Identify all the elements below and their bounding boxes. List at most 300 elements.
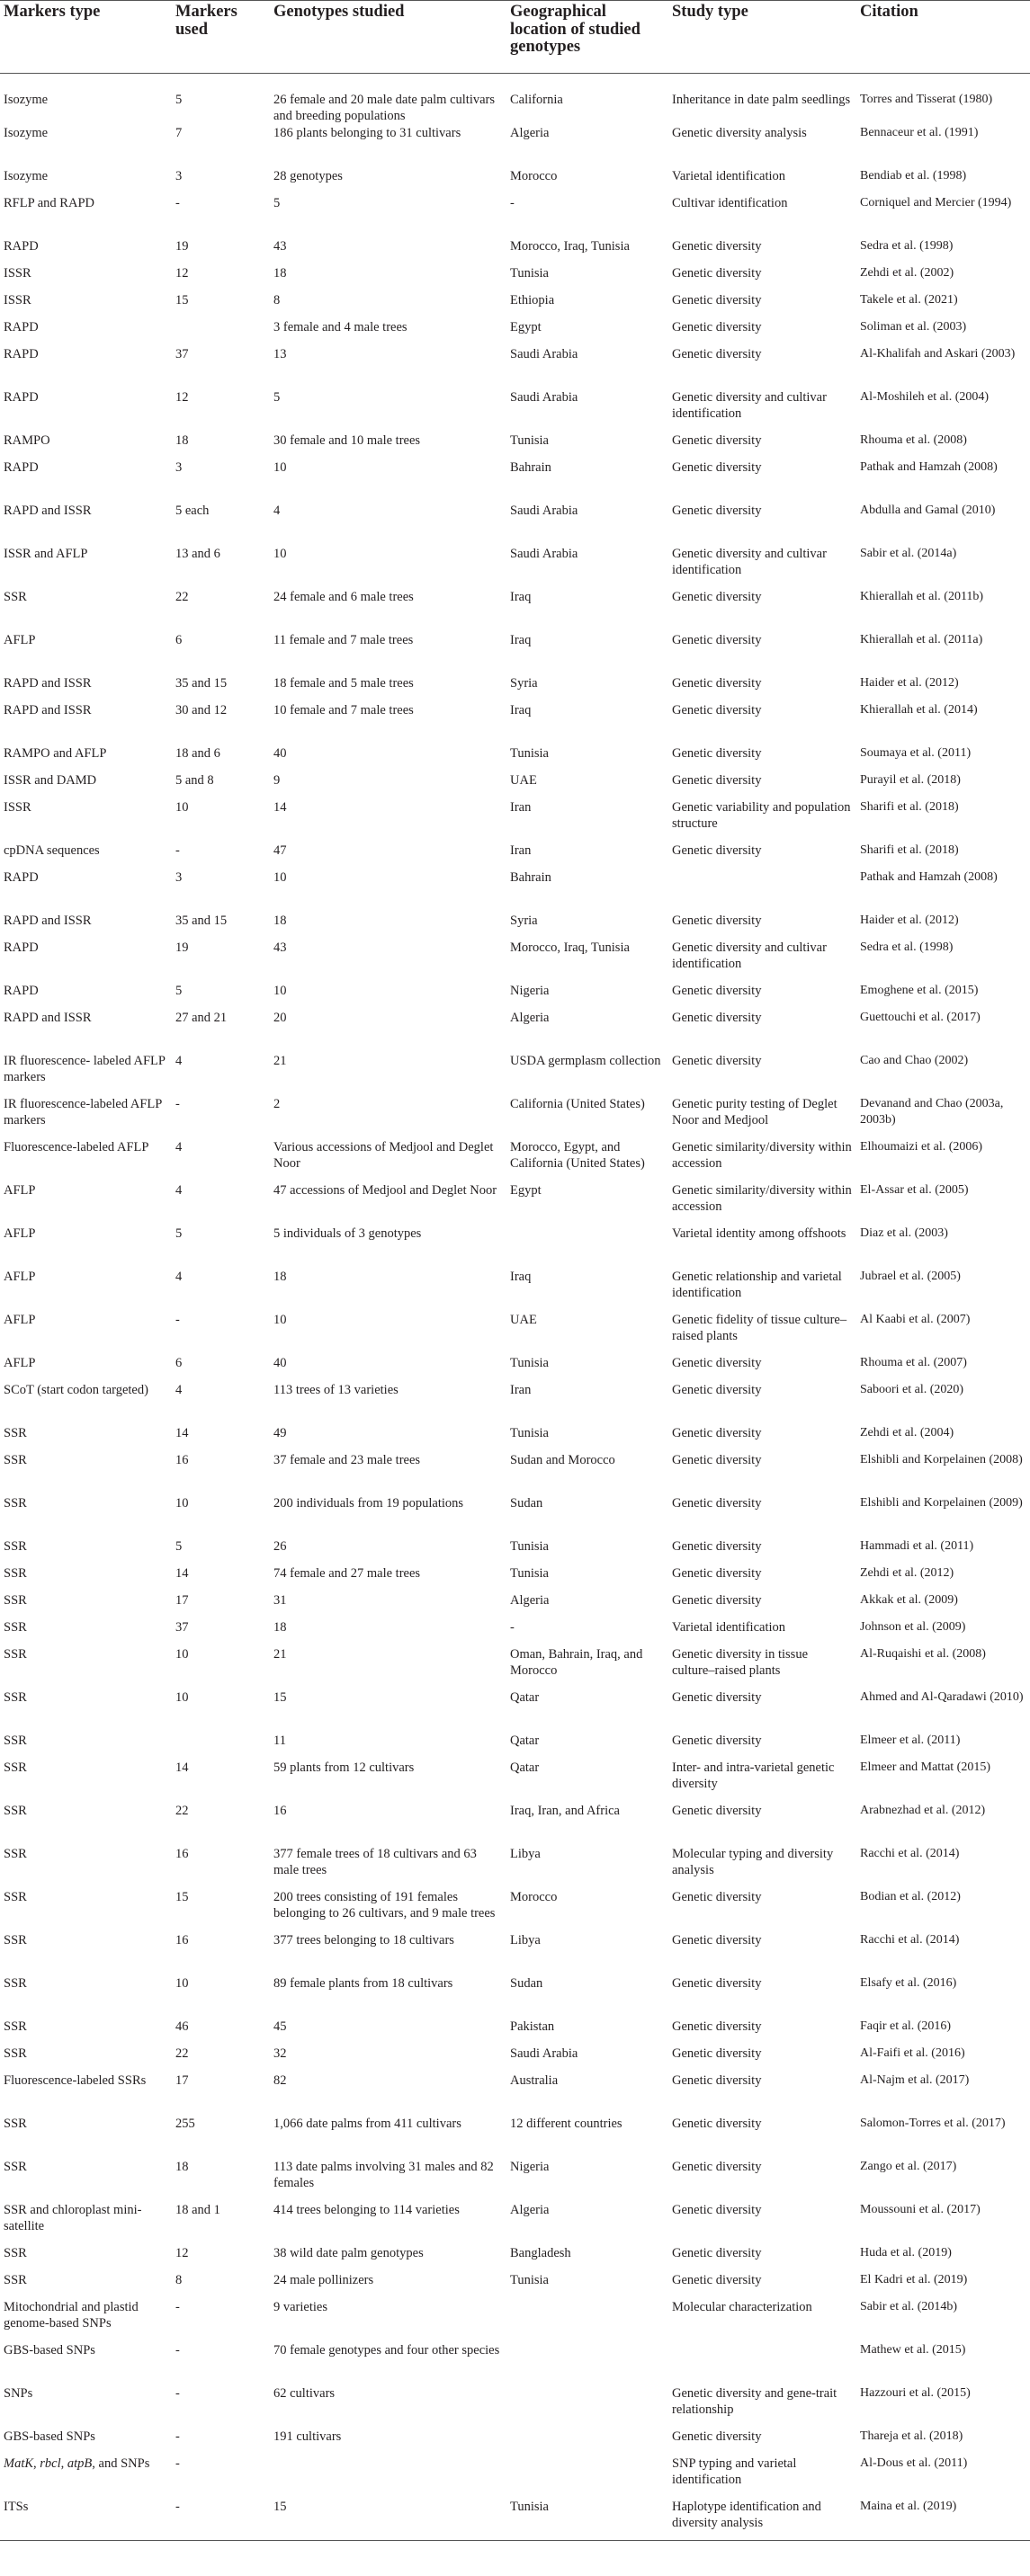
cell-citation: Jubrael et al. (2005) xyxy=(860,1269,961,1283)
cell-markers-used: 5 xyxy=(175,983,183,998)
cell-study-type: Molecular typing and diversity analysis xyxy=(672,1846,834,1877)
cell-genotypes: 59 plants from 12 cultivars xyxy=(273,1760,415,1775)
cell-markers-used: 4 xyxy=(175,1139,183,1154)
cell-genotypes: 47 accessions of Medjool and Deglet Noor xyxy=(273,1182,497,1198)
cell-citation: Sharifi et al. (2018) xyxy=(860,799,959,814)
table-row xyxy=(0,982,1030,1009)
cell-study-type: Genetic diversity xyxy=(672,2272,762,2287)
cell-location xyxy=(506,2298,668,2341)
cell-citation: Elmeer et al. (2011) xyxy=(860,1733,961,1747)
table-row xyxy=(0,388,1030,432)
cell-markers-type: ISSR xyxy=(4,799,31,815)
cell-citation: Rhouma et al. (2007) xyxy=(860,1355,967,1369)
cell-genotypes: 74 female and 27 male trees xyxy=(273,1565,421,1581)
cell-location: Australia xyxy=(510,2072,559,2088)
table-row xyxy=(0,1181,1030,1225)
table-row xyxy=(0,1802,1030,1845)
header-markers-used: Markers used xyxy=(175,3,237,39)
cell-study-type: Genetic diversity xyxy=(672,1932,762,1948)
cell-study-type: Genetic diversity and cultivar identification xyxy=(672,546,827,577)
cell-citation: Ahmed and Al-Qaradawi (2010) xyxy=(860,1689,1024,1704)
cell-study-type: Genetic diversity xyxy=(672,913,762,928)
cell-genotypes: 9 varieties xyxy=(273,2299,327,2314)
cell-citation: Takele et al. (2021) xyxy=(860,292,958,307)
cell-citation: Zehdi et al. (2012) xyxy=(860,1565,954,1580)
cell-markers-used: 10 xyxy=(175,1975,189,1991)
cell-genotypes: 28 genotypes xyxy=(273,168,343,183)
gene-name: rbcl xyxy=(40,2456,61,2471)
header-citation: Citation xyxy=(860,3,918,21)
cell-markers-type: AFLP xyxy=(4,1269,36,1284)
cell-study-type: Genetic diversity xyxy=(672,1053,762,1068)
cell-markers-type: SSR xyxy=(4,1452,27,1467)
cell-study-type: Varietal identification xyxy=(672,168,786,183)
cell-markers-used: 16 xyxy=(175,1452,189,1467)
cell-markers-used: 14 xyxy=(175,1565,189,1581)
cell-study-type: Genetic diversity xyxy=(672,2159,762,2174)
cell-markers-type: RAPD and ISSR xyxy=(4,675,92,691)
table-row xyxy=(0,1564,1030,1591)
table-row xyxy=(0,2455,1030,2498)
table-row xyxy=(0,1689,1030,1732)
cell-study-type: Genetic diversity xyxy=(672,265,762,281)
cell-markers-type: ISSR xyxy=(4,292,31,308)
cell-markers-used: 16 xyxy=(175,1846,189,1861)
cell-markers-used: 10 xyxy=(175,1495,189,1511)
cell-location: Egypt xyxy=(510,319,542,334)
table-row xyxy=(0,264,1030,291)
cell-study-type: Genetic diversity in tissue culture–raised plants xyxy=(672,1646,809,1678)
cell-citation: Al Kaabi et al. (2007) xyxy=(860,1312,971,1326)
cell-markers-type: RAPD and ISSR xyxy=(4,1010,92,1025)
cell-genotypes: 4 xyxy=(273,503,281,518)
header-geographical-location: Geographical location of studied genotypes xyxy=(510,3,640,56)
cell-markers-used xyxy=(172,318,270,345)
cell-location xyxy=(506,2455,668,2498)
cell-markers-type: AFLP xyxy=(4,1226,36,1241)
cell-markers-used: 5 xyxy=(175,1538,183,1554)
table-header-row xyxy=(0,1,1030,74)
cell-markers-used: 22 xyxy=(175,589,189,604)
cell-study-type: Genetic diversity xyxy=(672,1355,762,1370)
cell-location: Libya xyxy=(510,1846,541,1861)
cell-markers-type: SSR xyxy=(4,589,27,604)
cell-citation: Bennaceur et al. (1991) xyxy=(860,125,979,139)
cell-genotypes: 377 female trees of 18 cultivars and 63 male trees xyxy=(273,1846,477,1877)
cell-markers-type: GBS-based SNPs xyxy=(4,2342,95,2358)
cell-location: Pakistan xyxy=(510,2019,555,2034)
cell-genotypes: 200 individuals from 19 populations xyxy=(273,1495,464,1511)
cell-genotypes: 15 xyxy=(273,2499,287,2514)
cell-citation: Emoghene et al. (2015) xyxy=(860,983,979,997)
cell-markers-type xyxy=(0,2455,172,2498)
cell-citation: Elshibli and Korpelainen (2008) xyxy=(860,1452,1023,1466)
cell-genotypes: 5 individuals of 3 genotypes xyxy=(273,1226,422,1241)
cell-markers-type: SSR xyxy=(4,1733,27,1748)
cell-markers-used: 15 xyxy=(175,292,189,308)
cell-location: Tunisia xyxy=(510,745,549,761)
cell-location: Iraq xyxy=(510,1269,532,1284)
cell-genotypes: 10 xyxy=(273,983,287,998)
cell-study-type: Genetic diversity xyxy=(672,1425,762,1440)
cell-genotypes: 18 xyxy=(273,913,287,928)
cell-citation: Moussouni et al. (2017) xyxy=(860,2202,981,2216)
cell-markers-used: 22 xyxy=(175,1803,189,1818)
table-row xyxy=(0,318,1030,345)
cell-citation: Elhoumaizi et al. (2006) xyxy=(860,1139,983,1154)
cell-genotypes: 14 xyxy=(273,799,287,815)
cell-markers-used: 14 xyxy=(175,1425,189,1440)
table-row xyxy=(0,345,1030,388)
cell-markers-used: 18 xyxy=(175,432,189,448)
cell-citation: Cao and Chao (2002) xyxy=(860,1053,969,1067)
table-row xyxy=(0,1009,1030,1052)
table-row xyxy=(0,1845,1030,1888)
cell-markers-used: 37 xyxy=(175,1619,189,1635)
table-row xyxy=(0,1354,1030,1381)
cell-location: Tunisia xyxy=(510,265,549,281)
cell-location: Tunisia xyxy=(510,2499,549,2514)
cell-study-type: SNP typing and varietal identification xyxy=(672,2456,797,2487)
table-row xyxy=(0,1931,1030,1974)
cell-genotypes: 8 xyxy=(273,292,281,308)
cell-markers-used: - xyxy=(175,2342,180,2358)
cell-genotypes: 113 date palms involving 31 males and 82 females xyxy=(273,2159,494,2190)
cell-location: - xyxy=(510,1619,515,1635)
cell-genotypes: 21 xyxy=(273,1053,287,1068)
cell-genotypes: 15 xyxy=(273,1689,287,1705)
cell-study-type: Inheritance in date palm seedlings xyxy=(672,92,851,107)
cell-markers-used: 4 xyxy=(175,1382,183,1397)
cell-markers-used: - xyxy=(175,842,180,858)
cell-location: Morocco xyxy=(510,1889,558,1904)
cell-citation: Al-Najm et al. (2017) xyxy=(860,2072,970,2087)
cell-genotypes: 11 female and 7 male trees xyxy=(273,632,414,647)
cell-study-type: Genetic diversity xyxy=(672,1733,762,1748)
cell-genotypes: 40 xyxy=(273,745,287,761)
cell-citation: Elmeer and Mattat (2015) xyxy=(860,1760,991,1774)
table-row xyxy=(0,2045,1030,2072)
cell-genotypes: 43 xyxy=(273,238,287,254)
cell-genotypes: 47 xyxy=(273,842,287,858)
cell-markers-used: - xyxy=(175,2499,180,2514)
cell-markers-type: Mitochondrial and plastid genome-based SNPs xyxy=(4,2299,139,2331)
table-row xyxy=(0,1311,1030,1354)
cell-citation: Johnson et al. (2009) xyxy=(860,1619,966,1634)
cell-markers-type: SCoT (start codon targeted) xyxy=(4,1382,148,1397)
cell-markers-type: Isozyme xyxy=(4,168,49,183)
cell-markers-type: SSR xyxy=(4,2116,27,2131)
cell-citation: Zehdi et al. (2002) xyxy=(860,265,954,280)
cell-location: Tunisia xyxy=(510,1565,549,1581)
cell-location: California (United States) xyxy=(510,1096,645,1111)
cell-citation: Al-Khalifah and Askari (2003) xyxy=(860,346,1016,361)
cell-study-type: Genetic diversity and gene-trait relationship xyxy=(672,2385,837,2417)
cell-location: USDA germplasm collection xyxy=(510,1053,661,1068)
cell-location: Saudi Arabia xyxy=(510,346,578,361)
cell-markers-used: 18 and 6 xyxy=(175,745,220,761)
cell-markers-type: RFLP and RAPD xyxy=(4,195,94,210)
cell-location: Morocco, Egypt, and California (United States) xyxy=(510,1139,645,1171)
cell-citation: Thareja et al. (2018) xyxy=(860,2429,963,2443)
table-row xyxy=(0,2298,1030,2341)
cell-markers-used: 4 xyxy=(175,1182,183,1198)
cell-location xyxy=(506,2428,668,2455)
cell-location: Bangladesh xyxy=(510,2245,571,2260)
cell-study-type: Genetic diversity xyxy=(672,1803,762,1818)
table-row xyxy=(0,2018,1030,2045)
cell-markers-used: 15 xyxy=(175,1889,189,1904)
cell-study-type: Genetic diversity xyxy=(672,772,762,788)
cell-genotypes: 1,066 date palms from 411 cultivars xyxy=(273,2116,461,2131)
cell-citation: Hazzouri et al. (2015) xyxy=(860,2385,971,2400)
cell-markers-type: AFLP xyxy=(4,1355,36,1370)
cell-genotypes: 113 trees of 13 varieties xyxy=(273,1382,399,1397)
table-row xyxy=(0,1759,1030,1802)
cell-markers-type: SSR xyxy=(4,2019,27,2034)
cell-location: Iraq xyxy=(510,632,532,647)
cell-study-type xyxy=(668,2341,856,2384)
cell-citation: Khierallah et al. (2014) xyxy=(860,702,978,717)
cell-markers-type: SSR xyxy=(4,1975,27,1991)
cell-citation: Soumaya et al. (2011) xyxy=(860,745,972,760)
cell-genotypes: 30 female and 10 male trees xyxy=(273,432,421,448)
cell-markers-type: cpDNA sequences xyxy=(4,842,100,858)
table-row xyxy=(0,1381,1030,1424)
cell-study-type: Genetic variability and population structure xyxy=(672,799,851,831)
cell-markers-used: 18 xyxy=(175,2159,189,2174)
cell-markers-type: GBS-based SNPs xyxy=(4,2429,95,2444)
table-row xyxy=(0,502,1030,545)
cell-genotypes: 18 female and 5 male trees xyxy=(273,675,414,691)
cell-citation: Torres and Tisserat (1980) xyxy=(860,92,993,106)
cell-markers-type: SSR xyxy=(4,1565,27,1581)
cell-genotypes: 31 xyxy=(273,1592,287,1608)
text-fragment: , xyxy=(60,2456,67,2471)
cell-location: Tunisia xyxy=(510,1355,549,1370)
cell-citation: Saboori et al. (2020) xyxy=(860,1382,964,1396)
cell-study-type: Cultivar identification xyxy=(672,195,788,210)
cell-study-type: Haplotype identification and diversity analysis xyxy=(672,2499,821,2530)
cell-markers-type: ISSR and DAMD xyxy=(4,772,97,788)
cell-citation: Al-Dous et al. (2011) xyxy=(860,2456,968,2470)
cell-citation: Bendiab et al. (1998) xyxy=(860,168,967,183)
table-row xyxy=(0,1138,1030,1181)
table-row xyxy=(0,2158,1030,2201)
cell-citation: Akkak et al. (2009) xyxy=(860,1592,958,1607)
cell-genotypes: 20 xyxy=(273,1010,287,1025)
cell-markers-used: 12 xyxy=(175,2245,189,2260)
cell-genotypes: 45 xyxy=(273,2019,287,2034)
cell-markers-type: IR fluorescence-labeled AFLP markers xyxy=(4,1096,162,1128)
gene-name: MatK xyxy=(4,2456,34,2471)
cell-location: Saudi Arabia xyxy=(510,503,578,518)
cell-markers-used: 255 xyxy=(175,2116,195,2131)
cell-markers-used: - xyxy=(175,2385,180,2401)
cell-citation: Salomon-Torres et al. (2017) xyxy=(860,2116,1006,2130)
cell-location: Iraq xyxy=(510,702,532,718)
cell-study-type: Genetic diversity xyxy=(672,1452,762,1467)
cell-genotypes: 5 xyxy=(273,389,281,405)
cell-location xyxy=(506,1225,668,1268)
cell-markers-used: 12 xyxy=(175,389,189,405)
table-row xyxy=(0,2498,1030,2541)
table-row xyxy=(0,701,1030,744)
cell-citation: Sedra et al. (1998) xyxy=(860,238,954,253)
cell-markers-type: RAMPO and AFLP xyxy=(4,745,107,761)
cell-citation: Rhouma et al. (2008) xyxy=(860,432,967,447)
table-row xyxy=(0,771,1030,798)
cell-citation: Elshibli and Korpelainen (2009) xyxy=(860,1495,1023,1510)
cell-genotypes: 82 xyxy=(273,2072,287,2088)
cell-citation: Arabnezhad et al. (2012) xyxy=(860,1803,986,1817)
cell-markers-type: RAPD and ISSR xyxy=(4,702,92,718)
cell-markers-type: Isozyme xyxy=(4,92,49,107)
table-row xyxy=(0,1424,1030,1451)
cell-markers-used: - xyxy=(175,2456,180,2471)
cell-study-type: Genetic diversity xyxy=(672,1495,762,1511)
cell-markers-used: 4 xyxy=(175,1053,183,1068)
cell-study-type: Genetic diversity xyxy=(672,983,762,998)
cell-markers-type: SSR xyxy=(4,1646,27,1662)
header-markers-type: Markers type xyxy=(4,3,101,21)
cell-study-type: Genetic diversity xyxy=(672,2072,762,2088)
cell-markers-type: SSR xyxy=(4,1425,27,1440)
cell-location: Algeria xyxy=(510,125,550,140)
cell-location: Sudan xyxy=(510,1495,543,1511)
cell-markers-used: 8 xyxy=(175,2272,183,2287)
cell-study-type: Genetic diversity xyxy=(672,432,762,448)
cell-location: Qatar xyxy=(510,1733,540,1748)
cell-citation: Zehdi et al. (2004) xyxy=(860,1425,954,1440)
cell-markers-used: 35 and 15 xyxy=(175,913,228,928)
cell-markers-used: 19 xyxy=(175,238,189,254)
cell-markers-type: SSR xyxy=(4,1760,27,1775)
table-row xyxy=(0,912,1030,939)
cell-citation: Faqir et al. (2016) xyxy=(860,2019,952,2033)
cell-genotypes: 89 female plants from 18 cultivars xyxy=(273,1975,453,1991)
cell-location: Saudi Arabia xyxy=(510,389,578,405)
cell-markers-type: SSR xyxy=(4,1689,27,1705)
cell-markers-type: RAPD xyxy=(4,940,39,955)
cell-markers-used: 22 xyxy=(175,2046,189,2061)
table-row xyxy=(0,432,1030,459)
cell-location: UAE xyxy=(510,1312,537,1327)
cell-markers-used: 3 xyxy=(175,168,183,183)
table-row xyxy=(0,1095,1030,1138)
cell-study-type: Genetic diversity xyxy=(672,2019,762,2034)
table-row xyxy=(0,1451,1030,1494)
cell-location: UAE xyxy=(510,772,537,788)
cell-citation: Sabir et al. (2014b) xyxy=(860,2299,958,2313)
cell-genotypes: 10 xyxy=(273,1312,287,1327)
cell-markers-used: - xyxy=(175,2429,180,2444)
cell-markers-used: 13 and 6 xyxy=(175,546,220,561)
cell-genotypes: 38 wild date palm genotypes xyxy=(273,2245,424,2260)
cell-study-type: Genetic diversity xyxy=(672,292,762,308)
cell-citation: Elsafy et al. (2016) xyxy=(860,1975,957,1990)
table-row xyxy=(0,237,1030,264)
cell-location: Syria xyxy=(510,913,538,928)
cell-location: Tunisia xyxy=(510,2272,549,2287)
cell-markers-used xyxy=(172,1732,270,1759)
cell-location: Sudan and Morocco xyxy=(510,1452,615,1467)
table-row xyxy=(0,1732,1030,1759)
cell-study-type: Genetic diversity and cultivar identification xyxy=(672,940,827,971)
cell-markers-used: 6 xyxy=(175,1355,183,1370)
cell-markers-type: SSR xyxy=(4,2245,27,2260)
cell-markers-type: SSR xyxy=(4,2159,27,2174)
cell-study-type: Genetic diversity xyxy=(672,2245,762,2260)
cell-study-type: Genetic diversity xyxy=(672,1382,762,1397)
cell-genotypes: 26 xyxy=(273,1538,287,1554)
header-genotypes-studied: Genotypes studied xyxy=(273,3,405,21)
cell-markers-type: Isozyme xyxy=(4,125,49,140)
cell-genotypes xyxy=(270,2455,506,2498)
cell-study-type: Genetic diversity xyxy=(672,1889,762,1904)
cell-study-type: Genetic fidelity of tissue culture–raised plants xyxy=(672,1312,847,1343)
cell-location: Algeria xyxy=(510,2202,550,2217)
cell-markers-type: RAPD and ISSR xyxy=(4,913,92,928)
cell-citation: Guettouchi et al. (2017) xyxy=(860,1010,981,1024)
cell-location: Tunisia xyxy=(510,1538,549,1554)
cell-location: Nigeria xyxy=(510,983,550,998)
cell-genotypes: 10 xyxy=(273,869,287,885)
table-row xyxy=(0,588,1030,631)
cell-genotypes: 18 xyxy=(273,1269,287,1284)
cell-markers-used: 5 and 8 xyxy=(175,772,214,788)
cell-citation: Haider et al. (2012) xyxy=(860,913,959,927)
table-row xyxy=(0,73,1030,124)
cell-genotypes: 200 trees consisting of 191 females belonging to 26 cultivars, and 9 male trees xyxy=(273,1889,496,1921)
cell-markers-used: 18 and 1 xyxy=(175,2202,220,2217)
cell-location: 12 different countries xyxy=(510,2116,622,2131)
cell-citation: Khierallah et al. (2011b) xyxy=(860,589,984,603)
cell-citation: Racchi et al. (2014) xyxy=(860,1932,960,1947)
table-row xyxy=(0,1888,1030,1931)
cell-citation: Purayil et al. (2018) xyxy=(860,772,961,787)
cell-study-type: Genetic similarity/diversity within accession xyxy=(672,1182,852,1214)
cell-study-type: Genetic diversity xyxy=(672,1975,762,1991)
cell-study-type: Genetic diversity and cultivar identification xyxy=(672,389,827,421)
table-row xyxy=(0,1494,1030,1538)
cell-markers-type: AFLP xyxy=(4,632,36,647)
cell-location: Iraq, Iran, and Africa xyxy=(510,1803,620,1818)
cell-study-type: Genetic diversity xyxy=(672,589,762,604)
table-row xyxy=(0,2201,1030,2244)
cell-study-type: Genetic relationship and varietal identification xyxy=(672,1269,842,1300)
cell-markers-used: 17 xyxy=(175,2072,189,2088)
cell-citation: Corniquel and Mercier (1994) xyxy=(860,195,1012,209)
cell-citation: Al-Ruqaishi et al. (2008) xyxy=(860,1646,986,1661)
cell-study-type: Genetic diversity xyxy=(672,1689,762,1705)
table-row xyxy=(0,1052,1030,1095)
cell-markers-used: 5 each xyxy=(175,503,210,518)
cell-genotypes: 5 xyxy=(273,195,281,210)
cell-markers-used: 10 xyxy=(175,799,189,815)
table-row xyxy=(0,1538,1030,1564)
cell-location: Tunisia xyxy=(510,432,549,448)
cell-markers-used: 30 and 12 xyxy=(175,702,228,718)
cell-markers-type: RAPD xyxy=(4,346,39,361)
cell-location: Ethiopia xyxy=(510,292,555,308)
cell-genotypes: 191 cultivars xyxy=(273,2429,342,2444)
cell-citation: Zango et al. (2017) xyxy=(860,2159,957,2173)
cell-citation: Al-Faifi et al. (2016) xyxy=(860,2046,965,2060)
cell-markers-used: - xyxy=(175,1096,180,1111)
cell-location: Algeria xyxy=(510,1010,550,1025)
cell-genotypes: 24 female and 6 male trees xyxy=(273,589,414,604)
